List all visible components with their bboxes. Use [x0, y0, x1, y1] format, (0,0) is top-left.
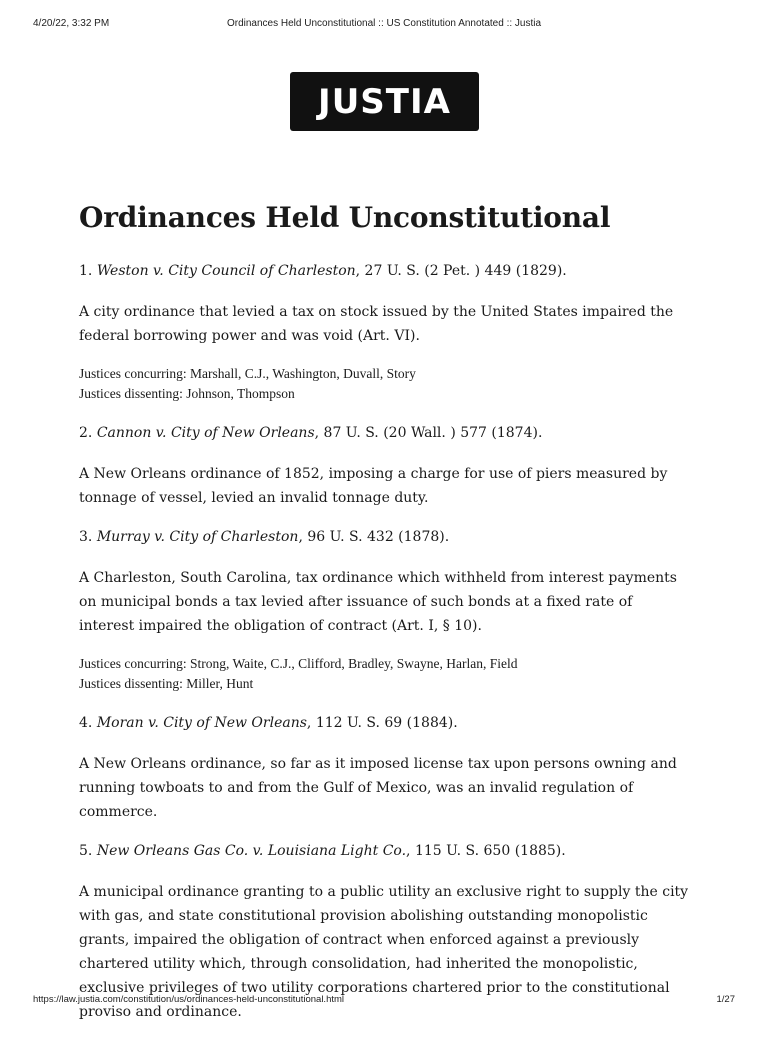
- case-name-link[interactable]: New Orleans Gas Co. v. Louisiana Light Co.: [96, 843, 407, 859]
- case-summary: A municipal ordinance granting to a public utility an exclusive right to supply the city with gas, and state constitutional provision abolishing outstanding monopolistic grants, impaired the obligation of contract when enforced against a previously chartered utility which, through consolidation, had inherited the monopolistic, exclusive privileges of two utility corporations chartered prior to the constitutional proviso and ordinance.: [79, 884, 689, 1020]
- justices-block: [79, 364, 691, 404]
- article-content: [79, 198, 691, 1040]
- case-number: 4.: [79, 715, 93, 731]
- case-heading: [79, 422, 691, 444]
- case-name-link[interactable]: Weston v. City Council of Charleston: [96, 263, 356, 279]
- case-citation: , 112 U. S. 69 (1884).: [306, 715, 458, 731]
- print-footer: [33, 994, 735, 1008]
- page-number: 1/27: [716, 994, 735, 1005]
- case-number: 2.: [79, 425, 93, 441]
- print-datetime: 4/20/22, 3:32 PM: [33, 18, 110, 29]
- justia-logo[interactable]: JUSTIA: [290, 72, 479, 131]
- justices-dissenting: Justices dissenting: Johnson, Thompson: [79, 386, 295, 401]
- case-number: 5.: [79, 843, 93, 859]
- case-heading: [79, 526, 691, 548]
- case-number: 3.: [79, 529, 93, 545]
- case-name-link[interactable]: Murray v. City of Charleston: [96, 529, 299, 545]
- case-summary: A Charleston, South Carolina, tax ordinance which withheld from interest payments on municipal bonds a tax levied after issuance of such bonds at a fixed rate of interest impaired the obligation of contract (Art. I, § 10).: [79, 570, 677, 634]
- case-summary: A New Orleans ordinance of 1852, imposing a charge for use of piers measured by tonnage of vessel, levied an invalid tonnage duty.: [79, 466, 668, 506]
- case-citation: , 96 U. S. 432 (1878).: [298, 529, 450, 545]
- case-heading: [79, 712, 691, 734]
- case-name-link[interactable]: Moran v. City of New Orleans: [96, 715, 307, 731]
- justices-concurring: Justices concurring: Strong, Waite, C.J., Clifford, Bradley, Swayne, Harlan, Field: [79, 656, 518, 671]
- justices-block: [79, 654, 691, 694]
- case-citation: , 27 U. S. (2 Pet. ) 449 (1829).: [355, 263, 567, 279]
- page-title: Ordinances Held Unconstitutional: [79, 201, 611, 234]
- case-heading: [79, 260, 691, 282]
- print-document-title: Ordinances Held Unconstitutional :: US Constitution Annotated :: Justia: [226, 18, 542, 29]
- justices-concurring: Justices concurring: Marshall, C.J., Washington, Duvall, Story: [79, 366, 416, 381]
- case-name-link[interactable]: Cannon v. City of New Orleans: [96, 425, 315, 441]
- case-summary: A New Orleans ordinance, so far as it imposed license tax upon persons owning and running towboats to and from the Gulf of Mexico, was an invalid regulation of commerce.: [79, 756, 677, 820]
- case-citation: , 115 U. S. 650 (1885).: [406, 843, 566, 859]
- justices-dissenting: Justices dissenting: Miller, Hunt: [79, 676, 254, 691]
- print-header: [33, 18, 735, 32]
- case-heading: [79, 840, 691, 862]
- page-url: https://law.justia.com/constitution/us/ordinances-held-unconstitutional.html: [33, 994, 345, 1005]
- case-summary: A city ordinance that levied a tax on stock issued by the United States impaired the federal borrowing power and was void (Art. VI).: [79, 304, 674, 344]
- case-number: 1.: [79, 263, 93, 279]
- case-citation: , 87 U. S. (20 Wall. ) 577 (1874).: [314, 425, 543, 441]
